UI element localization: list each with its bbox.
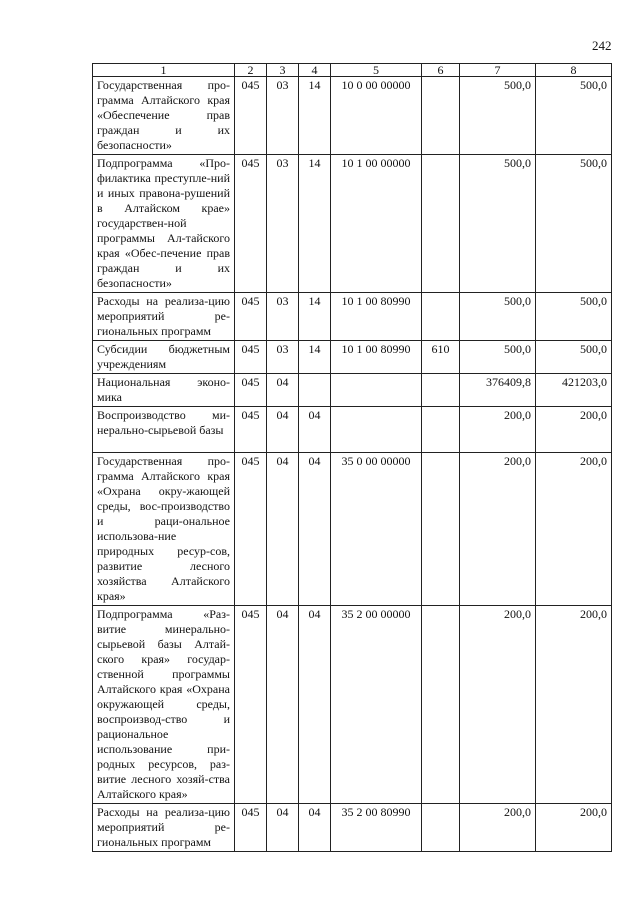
row-expense-type (422, 374, 460, 407)
row-name: Воспроизводство ми-нерально-сырьевой базы (93, 407, 235, 453)
row-target-code (331, 407, 422, 453)
row-value-col8: 200,0 (536, 804, 612, 852)
row-target-code: 10 0 00 00000 (331, 77, 422, 155)
row-value-col8: 421203,0 (536, 374, 612, 407)
row-value-col7: 200,0 (460, 453, 536, 606)
row-section: 03 (267, 77, 299, 155)
row-admin-code: 045 (235, 293, 267, 341)
row-subsection: 14 (299, 77, 331, 155)
header-col-5: 5 (331, 64, 422, 77)
row-section: 04 (267, 407, 299, 453)
row-admin-code: 045 (235, 453, 267, 606)
row-name: Подпрограмма «Про-филактика преступле-ний и иных правона-рушений в Алтайском крае» государствен-ной программы Ал-тайского края «Обес-печение прав граждан и их безопасности» (93, 155, 235, 293)
row-target-code: 10 1 00 80990 (331, 293, 422, 341)
row-value-col7: 500,0 (460, 341, 536, 374)
row-value-col7: 200,0 (460, 804, 536, 852)
row-target-code: 10 1 00 80990 (331, 341, 422, 374)
row-value-col7: 376409,8 (460, 374, 536, 407)
row-section: 04 (267, 804, 299, 852)
row-value-col8: 500,0 (536, 341, 612, 374)
row-subsection: 04 (299, 804, 331, 852)
row-target-code: 35 2 00 80990 (331, 804, 422, 852)
row-subsection: 14 (299, 341, 331, 374)
row-value-col8: 200,0 (536, 606, 612, 804)
header-col-1: 1 (93, 64, 235, 77)
table-row (93, 606, 612, 804)
row-target-code (331, 374, 422, 407)
header-row (93, 64, 612, 77)
header-col-7: 7 (460, 64, 536, 77)
row-name: Государственная про-грамма Алтайского края «Охрана окру-жающей среды, вос-производство и раци-ональное использова-ние природных ресур-сов, развитие лесного хозяйства Алтайского края» (93, 453, 235, 606)
row-subsection: 04 (299, 407, 331, 453)
table-row (93, 804, 612, 852)
row-target-code: 10 1 00 00000 (331, 155, 422, 293)
row-value-col8: 500,0 (536, 293, 612, 341)
table-row (93, 155, 612, 293)
row-admin-code: 045 (235, 606, 267, 804)
row-section: 04 (267, 606, 299, 804)
budget-table (92, 63, 612, 852)
row-subsection: 14 (299, 155, 331, 293)
page-number: 242 (592, 38, 612, 53)
row-admin-code: 045 (235, 77, 267, 155)
header-col-6: 6 (422, 64, 460, 77)
row-section: 03 (267, 293, 299, 341)
row-subsection: 14 (299, 293, 331, 341)
row-value-col8: 500,0 (536, 155, 612, 293)
row-expense-type: 610 (422, 341, 460, 374)
row-subsection (299, 374, 331, 407)
header-col-8: 8 (536, 64, 612, 77)
row-expense-type (422, 293, 460, 341)
row-expense-type (422, 407, 460, 453)
row-name: Подпрограмма «Раз-витие минерально-сырьевой базы Алтай-ского края» государ-ственной программы Алтайского края «Охрана окружающей среды, воспроизвод-ство и рациональное использование при-родных ресурсов, раз-витие лесного хозяй-ства Алтайского края» (93, 606, 235, 804)
row-admin-code: 045 (235, 155, 267, 293)
row-expense-type (422, 77, 460, 155)
row-value-col7: 200,0 (460, 407, 536, 453)
table-row (93, 341, 612, 374)
row-value-col7: 500,0 (460, 77, 536, 155)
row-name: Государственная про-грамма Алтайского края «Обеспечение прав граждан и их безопасности» (93, 77, 235, 155)
row-value-col7: 500,0 (460, 155, 536, 293)
row-section: 04 (267, 453, 299, 606)
row-section: 04 (267, 374, 299, 407)
table-row (93, 293, 612, 341)
row-expense-type (422, 453, 460, 606)
row-admin-code: 045 (235, 804, 267, 852)
table-row (93, 453, 612, 606)
row-target-code: 35 2 00 00000 (331, 606, 422, 804)
row-value-col8: 500,0 (536, 77, 612, 155)
table-row (93, 407, 612, 453)
row-admin-code: 045 (235, 374, 267, 407)
row-section: 03 (267, 341, 299, 374)
row-value-col8: 200,0 (536, 407, 612, 453)
row-expense-type (422, 804, 460, 852)
row-expense-type (422, 606, 460, 804)
row-name: Национальная эконо-мика (93, 374, 235, 407)
row-target-code: 35 0 00 00000 (331, 453, 422, 606)
row-value-col7: 500,0 (460, 293, 536, 341)
row-value-col8: 200,0 (536, 453, 612, 606)
header-col-4: 4 (299, 64, 331, 77)
header-col-3: 3 (267, 64, 299, 77)
row-admin-code: 045 (235, 407, 267, 453)
row-name: Субсидии бюджетным учреждениям (93, 341, 235, 374)
header-col-2: 2 (235, 64, 267, 77)
row-admin-code: 045 (235, 341, 267, 374)
row-subsection: 04 (299, 453, 331, 606)
row-section: 03 (267, 155, 299, 293)
table-row (93, 77, 612, 155)
row-expense-type (422, 155, 460, 293)
table-row (93, 374, 612, 407)
row-value-col7: 200,0 (460, 606, 536, 804)
row-name: Расходы на реализа-цию мероприятий ре-гиональных программ (93, 804, 235, 852)
row-subsection: 04 (299, 606, 331, 804)
row-name: Расходы на реализа-цию мероприятий ре-гиональных программ (93, 293, 235, 341)
